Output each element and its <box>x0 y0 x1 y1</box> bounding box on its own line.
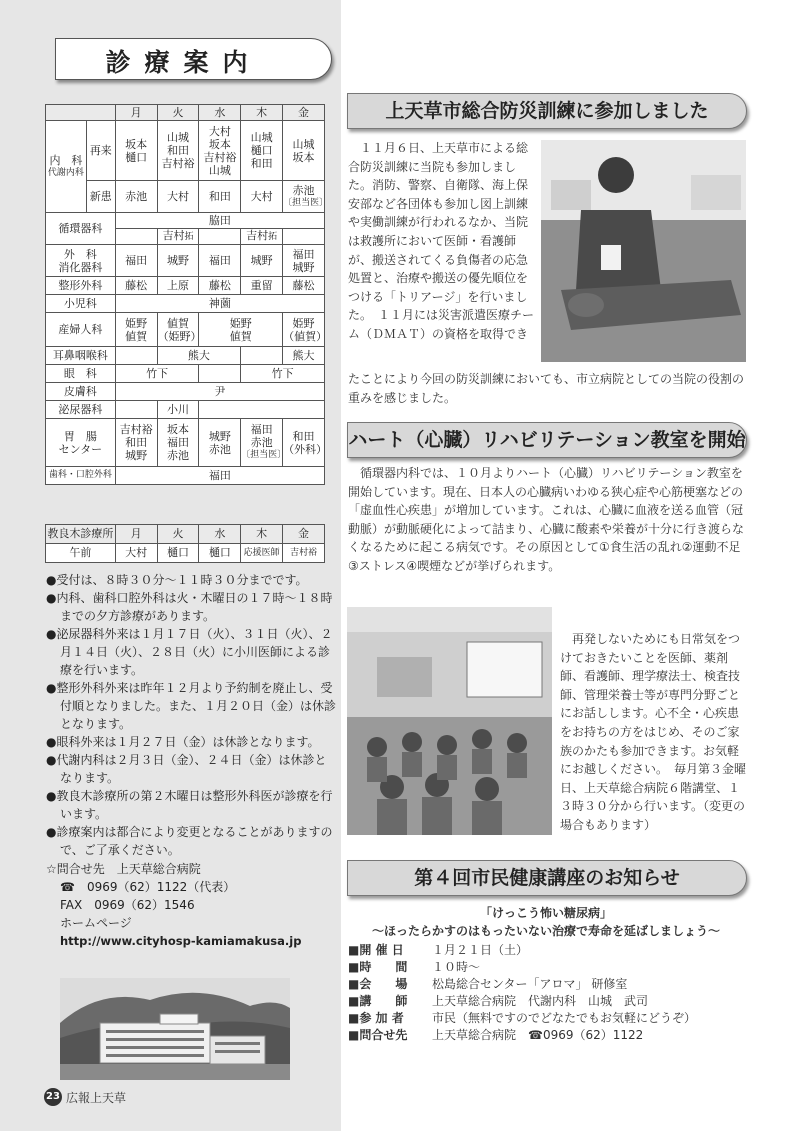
dept-seikei: 整形外科 <box>46 277 116 295</box>
naika-shinkan-mon: 赤池 <box>115 181 157 213</box>
note-item: ●診療案内は都合により変更となることがありますので、ご了承ください。 <box>46 825 333 857</box>
junkan-top: 脇田 <box>115 213 324 229</box>
dept-ganka: 眼 科 <box>46 365 116 383</box>
dept-naika: 内 科 代謝内科 <box>46 121 87 213</box>
naika-shinkan-label: 新患 <box>86 181 115 213</box>
dept-hifu: 皮膚科 <box>46 383 116 401</box>
ganka-montue: 竹下 <box>115 365 199 383</box>
article1-body-cont: たことにより今回の防災訓練においても、市立病院としての当院の役割の重みを感じました。 <box>348 372 745 405</box>
seikei-thu: 重留 <box>241 277 283 295</box>
seikei-wed: 藤松 <box>199 277 241 295</box>
shoni-all: 神薗 <box>115 295 324 313</box>
note-item: ●受付は、８時３０分～１１時３０分までです。 <box>46 573 308 587</box>
note-item: ●教良木診療所の第２木曜日は整形外科医が診療を行います。 <box>46 789 333 821</box>
article1-body: １１月６日、上天草市による総合防災訓練に当院も参加しました。消防、警察、自衛隊、海上保安部など各団体も参加し図上訓練や実働訓練が行われるなか、当院は救護所において医師・看護師が、搬送されてくる負傷者の応急処置と、治療や搬送の優先順位をつける「トリアージ」を行いました。 １１月には災害派遣医療チーム（ＤＭＡＴ）の資格を取得でき <box>348 141 535 341</box>
drill-photo <box>541 140 746 362</box>
seikei-fri: 藤松 <box>283 277 325 295</box>
naika-saikai-wed: 大村 坂本 吉村裕 山城 <box>199 121 241 181</box>
info-row: ■会 場 松島総合センター「アロマ」 研修室 <box>348 977 628 991</box>
note-item: ●内科、歯科口腔外科は火・木曜日の１７時～１８時までの夕方診療があります。 <box>46 591 333 623</box>
jibi-fri: 熊大 <box>283 347 325 365</box>
lecture-title: 「けっこう怖い糖尿病」 <box>479 906 612 920</box>
sanfu-mon: 姫野 値賀 <box>115 313 157 347</box>
page-number: 23 <box>44 1088 62 1106</box>
kyora-time: 午前 <box>46 544 116 563</box>
dept-icho: 胃 腸 センター <box>46 419 116 467</box>
day-tue: 火 <box>157 105 199 121</box>
lecture-info <box>348 942 748 1044</box>
article2-body: 循環器内科では、１０月よりハート（心臓）リハビリテーション教室を開始しています。現在、日本人の心臓病いわゆる狭心症や心筋梗塞などの「虚血性心疾患」が増加しています。これは、心臓に血液を送る血管（冠動脈）が動脈硬化によって詰まり、心臓に酸素や栄養が十分に行き渡らなくなるために起こる病気です。その原因として①食生活の乱れ②運動不足③ストレス④喫煙などが挙げられます。 <box>348 466 745 573</box>
geka-wed: 福田 <box>199 245 241 277</box>
contact-title: ☆問合せ先 上天草総合病院 <box>46 862 201 876</box>
shika-all: 福田 <box>115 467 324 485</box>
homepage-link[interactable]: http://www.cityhosp-kamiamakusa.jp <box>60 934 302 948</box>
naika-saikai-fri: 山城 坂本 <box>283 121 325 181</box>
info-row: ■講 師 上天草総合病院 代謝内科 山城 武司 <box>348 994 649 1008</box>
geka-thu: 城野 <box>241 245 283 277</box>
kyora-label: 教良木診療所 <box>46 525 116 544</box>
article1-heading: 上天草市総合防災訓練に参加しました <box>347 93 747 129</box>
dept-geka: 外 科 消化器科 <box>46 245 116 277</box>
day-mon: 月 <box>115 105 157 121</box>
naika-shinkan-tue: 大村 <box>157 181 199 213</box>
seikei-mon: 藤松 <box>115 277 157 295</box>
geka-fri: 福田 城野 <box>283 245 325 277</box>
naika-saikai-thu: 山城 樋口 和田 <box>241 121 283 181</box>
dept-shoni: 小児科 <box>46 295 116 313</box>
naika-shinkan-fri: 赤池 〔担当医〕 <box>283 181 325 213</box>
naika-saikai-tue: 山城 和田 吉村裕 <box>157 121 199 181</box>
dept-shika: 歯科・口腔外科 <box>46 467 116 485</box>
article3-heading: 第４回市民健康講座のお知らせ <box>347 860 747 896</box>
title-tab <box>55 38 332 80</box>
schedule-table <box>45 104 329 485</box>
dept-sanfu: 産婦人科 <box>46 313 116 347</box>
icho-thu: 福田 赤池 〔担当医〕 <box>241 419 283 467</box>
naika-saikai-mon: 坂本 樋口 <box>115 121 157 181</box>
junkan-tue: 吉村拓 <box>157 229 199 245</box>
info-row: ■開 催 日 １月２１日（土） <box>348 943 529 957</box>
notes-list <box>46 571 336 950</box>
note-item: ●整形外科外来は昨年１２月より予約制を廃止し、受付順となりました。また、１月２０日（金）は休診となります。 <box>46 681 337 731</box>
naika-shinkan-wed: 和田 <box>199 181 241 213</box>
geka-mon: 福田 <box>115 245 157 277</box>
dept-jibi: 耳鼻咽喉科 <box>46 347 116 365</box>
contact-fax: FAX 0969（62）1546 <box>60 898 195 912</box>
info-row: ■問合せ先 上天草総合病院 ☎0969（62）1122 <box>348 1028 644 1042</box>
junkan-thu: 吉村拓 <box>241 229 283 245</box>
geka-tue: 城野 <box>157 245 199 277</box>
note-item: ●代謝内科は２月３日（金）、２４日（金）は休診となります。 <box>46 753 327 785</box>
dept-hinyo: 泌尿器科 <box>46 401 116 419</box>
icho-fri: 和田 （外科） <box>283 419 325 467</box>
sanfu-wedthu: 姫野 値賀 <box>199 313 283 347</box>
article2-side-body: 再発しないためにも日常気をつけておきたいことを医師、薬剤師、看護師、理学療法士、検査技師、管理栄養士等が専門分野ごとにお話しします。心不全・心疾患をお持ちの方をはじめ、そのご家族のかたも参加できます。お気軽にお越しください。 毎月第３金曜日、上天草総合病院６階講堂、１３時３０分から行います。（変更の場合もあります） <box>560 632 747 832</box>
hinyo-tue: 小川 <box>157 401 199 419</box>
note-item: ●眼科外来は１月２７日（金）は休診となります。 <box>46 735 320 749</box>
article2-heading: ハート（心臓）リハビリテーション教室を開始 <box>347 422 747 458</box>
day-wed: 水 <box>199 105 241 121</box>
homepage-label: ホームページ <box>60 916 132 930</box>
day-fri: 金 <box>283 105 325 121</box>
hifu-all: 尹 <box>115 383 324 401</box>
icho-mon: 吉村裕 和田 城野 <box>115 419 157 467</box>
icho-tue: 坂本 福田 赤池 <box>157 419 199 467</box>
ganka-thufri: 竹下 <box>241 365 325 383</box>
kyora-table: 教良木診療所 月 火 水 木 金 午前 大村 樋口 樋口 応援医師 吉村裕 <box>45 524 325 563</box>
note-item: ●泌尿器科外来は１月１７日（火）、３１日（火）、２月１４日（火）、２８日（火）に小川医師による診療を行います。 <box>46 627 333 677</box>
footer-text: 広報上天草 <box>66 1091 127 1105</box>
icho-wed: 城野 赤池 <box>199 419 241 467</box>
sanfu-tue: 値賀 （姫野） <box>157 313 199 347</box>
jibi-tue: 熊大 <box>157 347 241 365</box>
contact-block <box>46 860 336 950</box>
day-thu: 木 <box>241 105 283 121</box>
rehab-class-photo <box>347 607 552 835</box>
info-row: ■時 間 １０時～ <box>348 960 481 974</box>
lecture-subtitle: ～ほったらかすのはもったいない治療で寿命を延ばしましょう～ <box>371 924 720 938</box>
dept-junkan: 循環器科 <box>46 213 116 245</box>
sanfu-fri: 姫野 （値賀） <box>283 313 325 347</box>
naika-saikai-label: 再来 <box>86 121 115 181</box>
info-row: ■参 加 者 市民（無料ですのでどなたでもお気軽にどうぞ） <box>348 1011 697 1025</box>
contact-tel: ☎ 0969（62）1122（代表） <box>60 880 236 894</box>
seikei-tue: 上原 <box>157 277 199 295</box>
naika-shinkan-thu: 大村 <box>241 181 283 213</box>
page-title: 診療案内 <box>105 48 262 77</box>
hospital-photo <box>60 978 290 1080</box>
